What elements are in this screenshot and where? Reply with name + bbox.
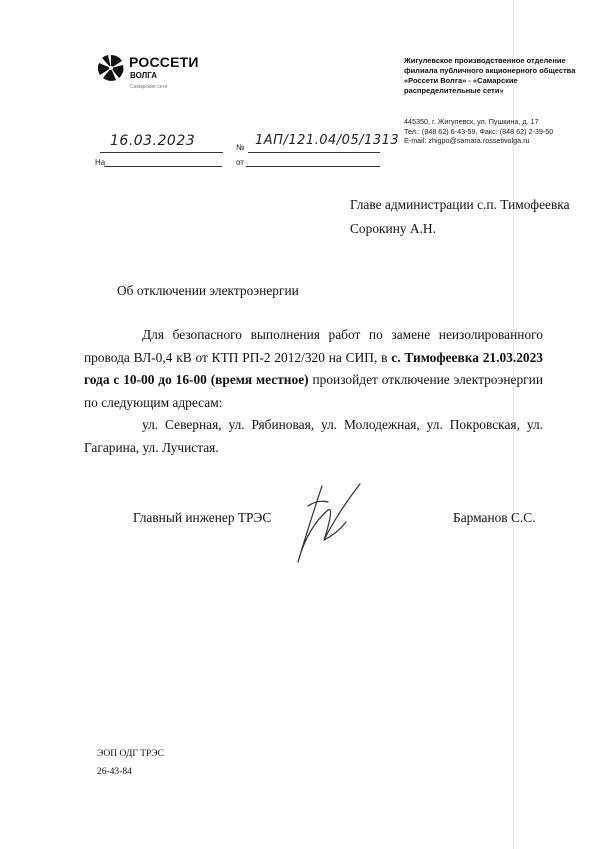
- org-contacts: [404, 117, 584, 146]
- rosseti-logo-icon: [97, 54, 125, 82]
- logo-subtitle: Самарские сети: [130, 84, 168, 90]
- body-paragraph-1: [84, 324, 543, 414]
- addressee-block: [350, 193, 570, 241]
- executor-phone: 26-43-84: [97, 767, 132, 777]
- org-address: 445350, г. Жигулевск, ул. Пушкина, д. 17: [404, 117, 539, 126]
- logo-subname: ВОЛГА: [130, 71, 158, 80]
- org-line-4: распределительные сети»: [404, 86, 504, 95]
- signatory-name: Барманов С.С.: [453, 510, 536, 525]
- date-underline: [100, 152, 223, 153]
- body-paragraph-2: ул. Северная, ул. Рябиновая, ул. Молодежная, ул. Покровская, ул. Гагарина, ул. Лучистая.: [84, 417, 543, 455]
- letter-body: [84, 324, 543, 459]
- from-underline: [246, 166, 380, 167]
- addressee-line-2: Сорокину А.Н.: [350, 221, 436, 236]
- number-underline: [248, 152, 380, 153]
- body-p1-end: произойдет отключение электроэнергии по следующим адресам:: [84, 372, 544, 410]
- number-label: №: [236, 143, 245, 152]
- from-label: от: [236, 158, 244, 167]
- org-phone: Тел.: (848 62) 6-43-59, Факс: (848 62) 2-39-50: [404, 126, 554, 136]
- signatory-title: Главный инженер ТРЭС: [133, 510, 272, 525]
- body-p1-start: Для безопасного выполнения работ по замене неизолированного провода ВЛ-0,4 кВ от КТП РП-2 2012/320 на СИП, в: [84, 327, 543, 365]
- handwritten-number: 1АП/121.04/05/1313: [255, 133, 400, 148]
- on-underline: [104, 166, 222, 167]
- organization-header: [404, 56, 584, 146]
- handwritten-date: 16.03.2023: [110, 133, 196, 149]
- org-line-2: филиала публичного акционерного общества: [404, 66, 576, 75]
- handwritten-signature: [284, 480, 374, 570]
- executor-department: ЭОП ОДГ ТРЭС: [97, 749, 164, 759]
- addressee-line-1: Главе администрации с.п. Тимофеевка: [350, 197, 570, 212]
- org-email: E-mail: zhigpo@samara.rossetivolga.ru: [404, 136, 530, 145]
- org-line-1: Жигулевское производственное отделение: [404, 56, 566, 65]
- body-p1-bold: с. Тимофеевка 21.03.2023 года с 10-00 до 16-00 (время местное): [84, 349, 543, 387]
- logo-name: РОССЕТИ: [129, 54, 199, 70]
- org-line-3: «Россети Волга» - «Самарские: [404, 76, 518, 85]
- company-logo: [97, 52, 227, 97]
- letter-subject: Об отключении электроэнергии: [117, 283, 299, 298]
- executor-block: [97, 745, 164, 781]
- on-label: На: [95, 158, 106, 167]
